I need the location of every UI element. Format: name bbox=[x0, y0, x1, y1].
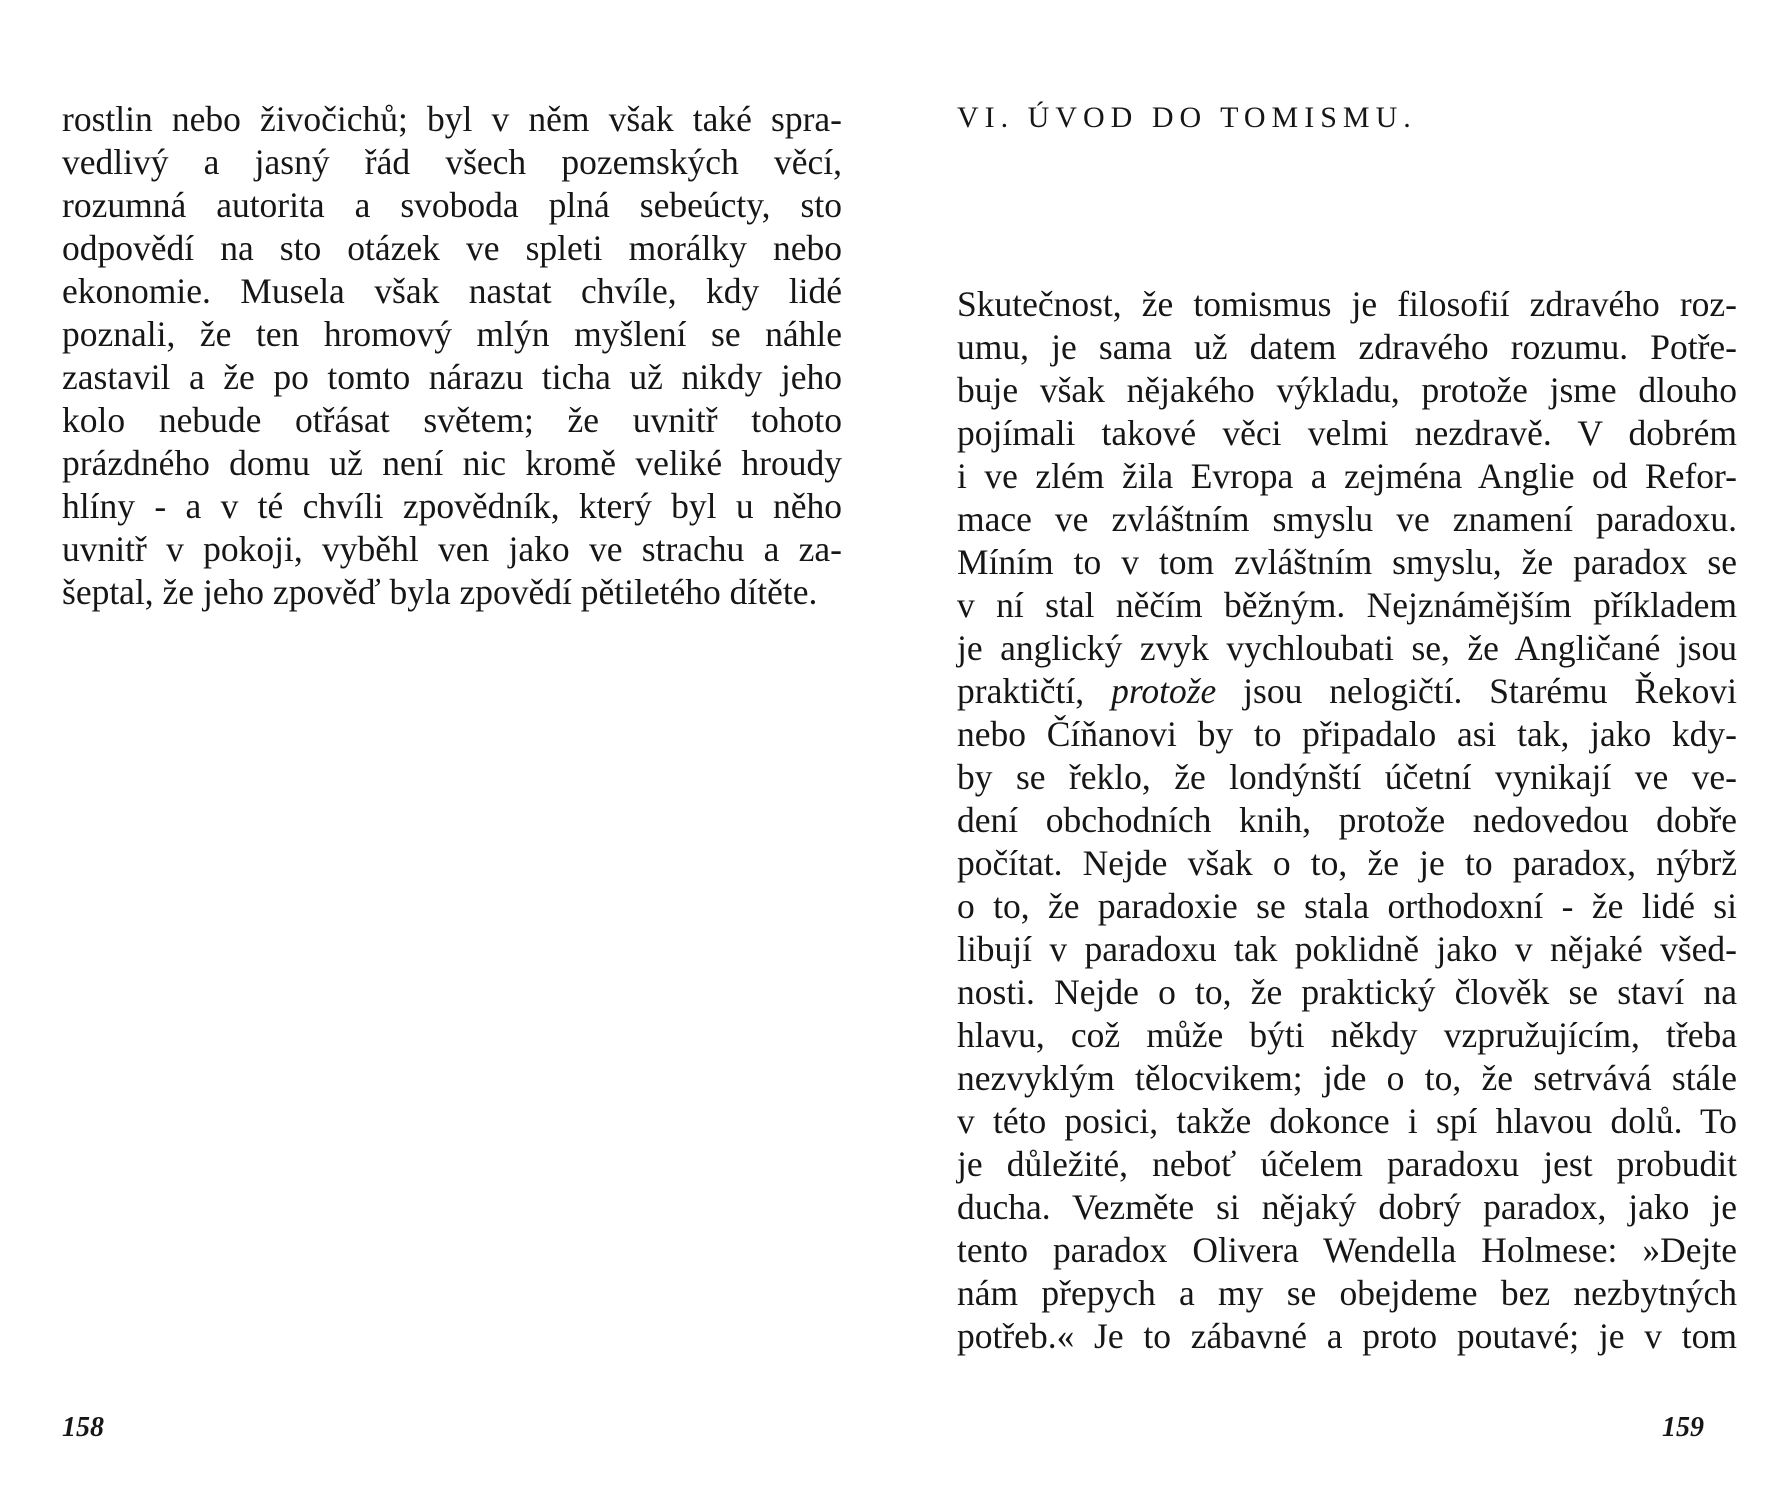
text-line: potřeb.« Je to zábavné a proto poutavé; je v tom bbox=[957, 1316, 1737, 1356]
text-line: i ve zlém žila Evropa a zejména Anglie od Refor- bbox=[957, 456, 1737, 496]
text-line: tento paradox Olivera Wendella Holmese: »Dejte bbox=[957, 1230, 1737, 1270]
text-line: hlavu, což může býti někdy vzpružujícím, třeba bbox=[957, 1015, 1737, 1055]
text-line: počítat. Nejde však o to, že je to paradox, nýbrž bbox=[957, 843, 1737, 883]
text-line: zastavil a že po tomto nárazu ticha už nikdy jeho bbox=[62, 357, 842, 397]
text-line: mace ve zvláštním smyslu ve znamení paradoxu. bbox=[957, 499, 1737, 539]
text-line: nebo Číňanovi by to připadalo asi tak, jako kdy- bbox=[957, 714, 1737, 754]
text-line: je důležité, neboť účelem paradoxu jest probudit bbox=[957, 1144, 1737, 1184]
text-line: o to, že paradoxie se stala orthodoxní - že lidé si bbox=[957, 886, 1737, 926]
text-line: uvnitř v pokoji, vyběhl ven jako ve strachu a za- bbox=[62, 529, 842, 569]
page-number-left: 158 bbox=[62, 1412, 104, 1443]
text-line: libují v paradoxu tak poklidně jako v nějaké všed- bbox=[957, 929, 1737, 969]
text-line: rozumná autorita a svoboda plná sebeúcty, sto bbox=[62, 185, 842, 225]
italic-word: protože bbox=[1111, 671, 1217, 711]
text-line: odpovědí na sto otázek ve spleti morálky nebo bbox=[62, 228, 842, 268]
text-line: šeptal, že jeho zpověď byla zpovědí pětiletého dítěte. bbox=[62, 572, 818, 612]
text-line-with-italic bbox=[957, 670, 1737, 713]
text-line: hlíny - a v té chvíli zpovědník, který byl u něho bbox=[62, 486, 842, 526]
text-run: praktičtí, bbox=[957, 671, 1112, 711]
text-line: v této posici, takže dokonce i spí hlavou dolů. To bbox=[957, 1101, 1737, 1141]
text-line: umu, je sama už datem zdravého rozumu. Potře- bbox=[957, 327, 1737, 367]
page-number-right: 159 bbox=[1662, 1412, 1704, 1443]
text-line: buje však nějakého výkladu, protože jsme dlouho bbox=[957, 370, 1737, 410]
text-line: nám přepych a my se obejdeme bez nezbytných bbox=[957, 1273, 1737, 1313]
text-line: ducha. Vezměte si nějaký dobrý paradox, jako je bbox=[957, 1187, 1737, 1227]
text-line: ekonomie. Musela však nastat chvíle, kdy lidé bbox=[62, 271, 842, 311]
text-line: vedlivý a jasný řád všech pozemských věcí, bbox=[62, 142, 842, 182]
text-line: kolo nebude otřásat světem; že uvnitř tohoto bbox=[62, 400, 842, 440]
text-line: nezvyklým tělocvikem; jde o to, že setrvává stále bbox=[957, 1058, 1737, 1098]
text-line: prázdného domu už není nic kromě veliké hroudy bbox=[62, 443, 842, 483]
text-line: dení obchodních knih, protože nedovedou dobře bbox=[957, 800, 1737, 840]
text-line: Míním to v tom zvláštním smyslu, že paradox se bbox=[957, 542, 1737, 582]
text-line: nosti. Nejde o to, že praktický člověk se staví na bbox=[957, 972, 1737, 1012]
text-line: Skutečnost, že tomismus je filosofií zdravého roz- bbox=[957, 284, 1737, 324]
text-run: jsou nelogičtí. Starému Řekovi bbox=[1216, 671, 1737, 711]
text-line: v ní stal něčím běžným. Nejznámějším příkladem bbox=[957, 585, 1737, 625]
text-line: by se řeklo, že londýnští účetní vynikají ve ve- bbox=[957, 757, 1737, 797]
text-line: poznali, že ten hromový mlýn myšlení se náhle bbox=[62, 314, 842, 354]
text-line: je anglický zvyk vychloubati se, že Angličané jsou bbox=[957, 628, 1737, 668]
chapter-heading: VI. ÚVOD DO TOMISMU. bbox=[957, 101, 1417, 134]
text-line: pojímali takové věci velmi nezdravě. V dobrém bbox=[957, 413, 1737, 453]
text-line: rostlin nebo živočichů; byl v něm však také spra- bbox=[62, 99, 842, 139]
